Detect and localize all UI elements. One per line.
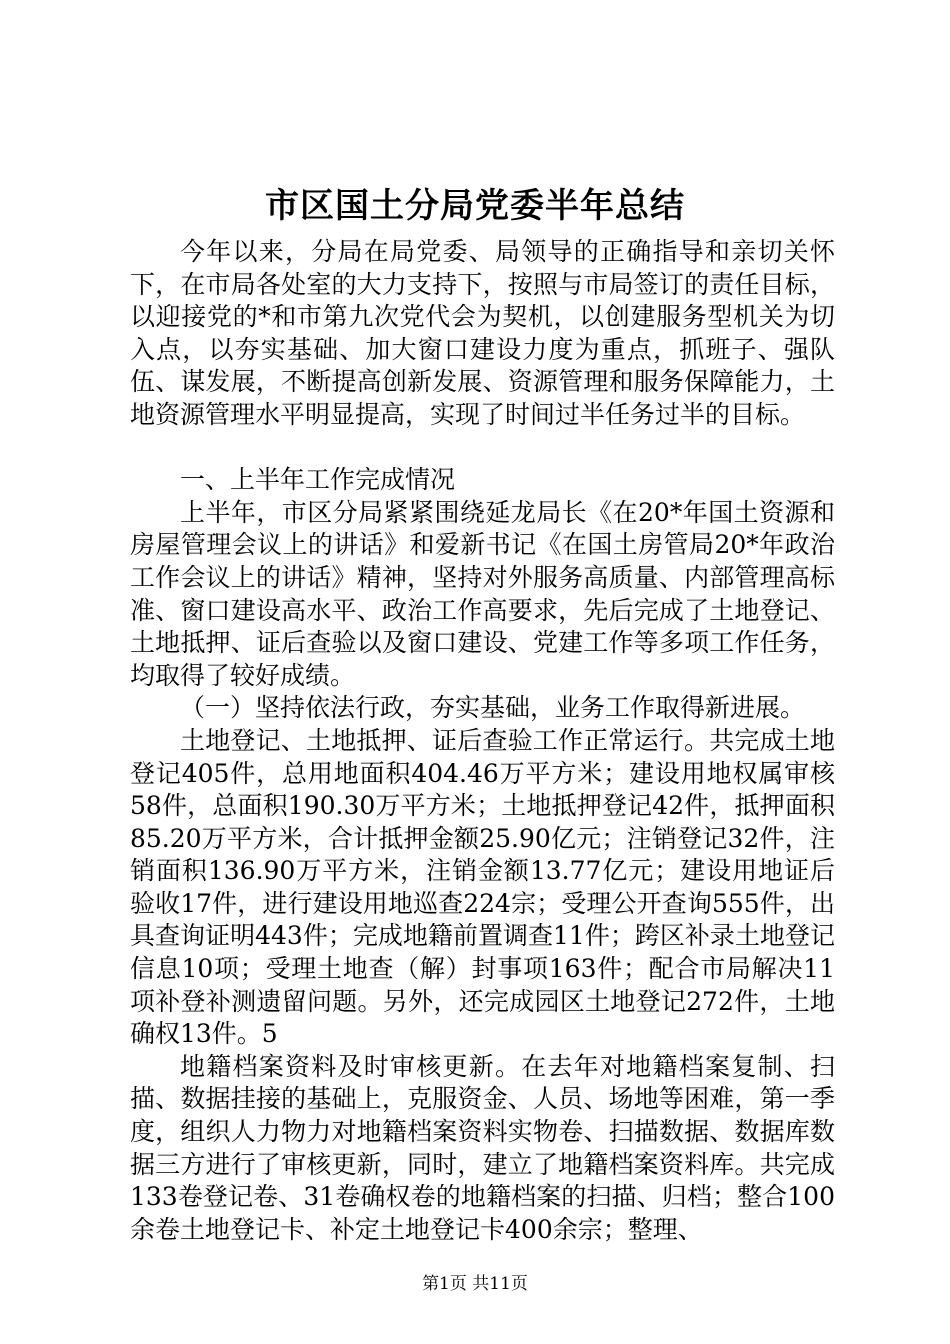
subsection-heading: （一）坚持依法行政，夯实基础，业务工作取得新进展。 <box>180 693 806 723</box>
body-paragraph: 土地登记、土地抵押、证后查验工作正常运行。共完成土地登记405件，总用地面积404.46万平方米；建设用地权属审核58件，总面积190.30万平方米；土地抵押登记42件，抵押面积85.20万平方米，合计抵押金额25.90亿元；注销登记32件，注销面积136.90万平方米，注销金额13.77亿元；建设用地证后验收17件，进行建设用地巡查224宗；受理公开查询555件，出具查询证明443件；完成地籍前置调查11件；跨区补录土地登记信息10项；受理土地查（解）封事项163件；配合市局解决11项补登补测遗留问题。另外，还完成园区土地登记272件，土地确权13件。5 <box>130 725 835 1049</box>
body-paragraph: 地籍档案资料及时审核更新。在去年对地籍档案复制、扫描、数据挂接的基础上，克服资金、人员、场地等困难，第一季度，组织人力物力对地籍档案资料实物卷、扫描数据、数据库数据三方进行了审核更新，同时，建立了地籍档案资料库。共完成133卷登记卷、31卷确权卷的地籍档案的扫描、归档；整合100余卷土地登记卡、补定土地登记卡400余宗；整理、 <box>130 1051 835 1244</box>
document-body <box>130 236 835 1246</box>
intro-paragraph: 今年以来，分局在局党委、局领导的正确指导和亲切关怀下，在市局各处室的大力支持下，按照与市局签订的责任目标，以迎接党的*和市第九次党代会为契机，以创建服务型机关为切入点，以夯实基础、加大窗口建设力度为重点，抓班子、强队伍、谋发展，不断提高创新发展、资源管理和服务保障能力，土地资源管理水平明显提高，实现了时间过半任务过半的目标。 <box>130 237 835 429</box>
section-heading: 一、上半年工作完成情况 <box>180 465 456 495</box>
document-title: 市区国土分局党委半年总结 <box>265 186 685 226</box>
body-paragraph: 上半年，市区分局紧紧围绕延龙局长《在20*年国土资源和房屋管理会议上的讲话》和爱新书记《在国土房管局20*年政治工作会议上的讲话》精神，坚持对外服务高质量、内部管理高标准、窗口建设高水平、政治工作高要求，先后完成了土地登记、土地抵押、证后查验以及窗口建设、党建工作等多项工作任务，均取得了较好成绩。 <box>130 497 835 690</box>
page-footer: 第1页 共11页 <box>422 1274 528 1294</box>
